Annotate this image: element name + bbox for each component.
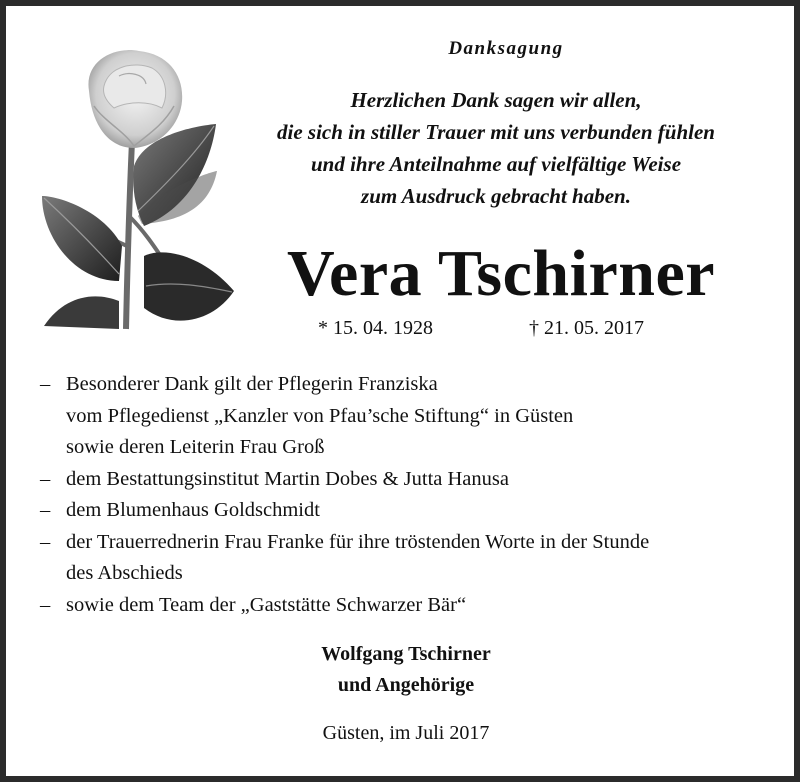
intro-line: die sich in stiller Trauer mit uns verbunden fühlen bbox=[277, 120, 715, 144]
dash-bullet: – bbox=[40, 530, 51, 553]
deceased-name: Vera Tschirner bbox=[286, 237, 716, 310]
death-date: † 21. 05. 2017 bbox=[529, 317, 644, 339]
list-item-line: vom Pflegedienst „Kanzler von Pfau’sche Stiftung“ in Güsten bbox=[66, 404, 574, 427]
list-item-line: dem Bestattungsinstitut Martin Dobes & Jutta Hanusa bbox=[66, 467, 509, 490]
dash-bullet: – bbox=[40, 499, 51, 521]
thanks-list bbox=[40, 369, 780, 621]
list-item-line: dem Blumenhaus Goldschmidt bbox=[66, 499, 320, 521]
rose-icon bbox=[34, 46, 239, 331]
intro-text bbox=[216, 84, 776, 212]
list-item bbox=[40, 464, 780, 496]
list-item-line: sowie dem Team der „Gaststätte Schwarzer Bär“ bbox=[66, 593, 467, 616]
list-item bbox=[40, 527, 780, 590]
signature-line: Wolfgang Tschirner bbox=[321, 643, 491, 665]
list-item-line: der Trauerrednerin Frau Franke für ihre tröstenden Worte in der Stunde bbox=[66, 530, 650, 553]
intro-line: zum Ausdruck gebracht haben. bbox=[361, 184, 631, 208]
intro-line: Herzlichen Dank sagen wir allen, bbox=[350, 88, 642, 112]
dash-bullet: – bbox=[40, 373, 51, 395]
list-item bbox=[40, 590, 780, 622]
signature bbox=[6, 639, 800, 701]
list-item-line: sowie deren Leiterin Frau Groß bbox=[66, 436, 325, 458]
list-item-line: Besonderer Dank gilt der Pflegerin Franziska bbox=[66, 373, 438, 395]
signature-line: und Angehörige bbox=[337, 674, 475, 696]
list-item bbox=[40, 495, 780, 527]
dash-bullet: – bbox=[40, 467, 51, 490]
intro-line: und ihre Anteilnahme auf vielfältige Weise bbox=[310, 152, 682, 176]
dash-bullet: – bbox=[40, 593, 51, 616]
notice-heading: Danksagung bbox=[448, 38, 564, 59]
list-item bbox=[40, 369, 780, 464]
birth-date: * 15. 04. 1928 bbox=[318, 317, 433, 339]
place-date: Güsten, im Juli 2017 bbox=[322, 722, 490, 744]
list-item-line: des Abschieds bbox=[66, 562, 183, 584]
